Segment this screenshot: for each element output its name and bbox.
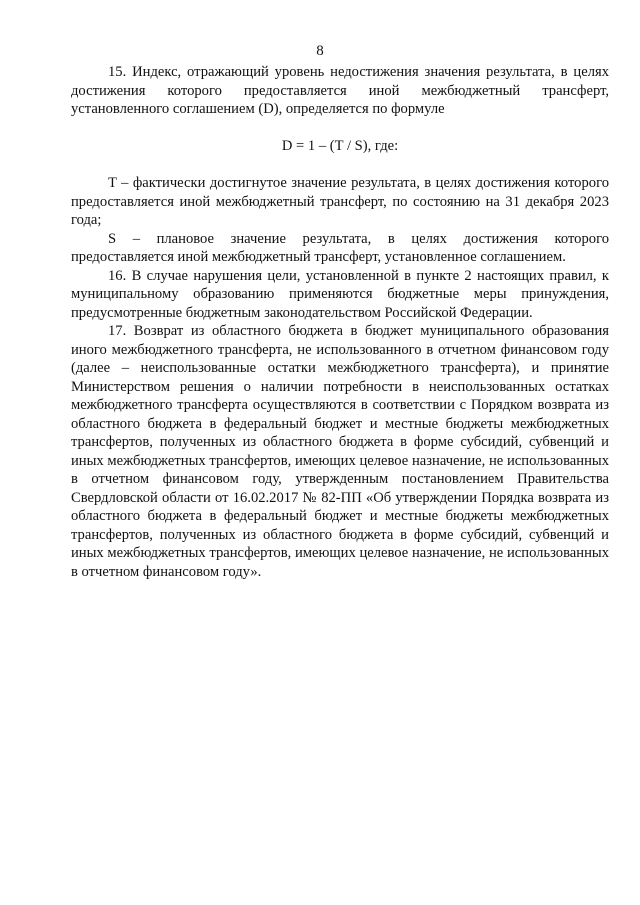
formula: D = 1 – (T / S), где: — [281, 137, 399, 154]
paragraph-17: 17. Возврат из областного бюджета в бюджет муниципального образования иного межбюджетного трансферта, не использованного в отчетном финансовом году (далее – неиспользованные остатки межбюджетного трансферта), и принятие Министерством решения о наличии потребности в неиспользованных остатках межбюджетного трансферта осуществляются в соответствии с Порядком возврата из областного бюджета в федеральный бюджет и местные бюджеты межбюджетных трансфертов, полученных из областного бюджета в форме субсидий, субвенций и иных межбюджетных трансфертов, имеющих целевое назначение, не использованных в отчетном финансовом году, утвержденным постановлением Правительства Свердловской области от 16.02.2017 № 82-ПП «Об утверждении Порядка возврата из областного бюджета в федеральный бюджет и местные бюджеты межбюджетных трансфертов, полученных из областного бюджета в форме субсидий, субвенций и иных межбюджетных трансфертов, имеющих целевое назначение, не использованных в отчетном финансовом году». — [71, 323, 609, 580]
paragraph-15: 15. Индекс, отражающий уровень недостижения значения результата, в целях достижения которого предоставляется иной межбюджетный трансферт, установленного соглашением (D), определяется по формуле — [71, 64, 609, 117]
definition-s: S – плановое значение результата, в целях достижения которого предоставляется иной межбюджетный трансферт, установленное соглашением. — [71, 230, 609, 265]
definition-t: T – фактически достигнутое значение результата, в целях достижения которого предоставляется иной межбюджетный трансферт, по состоянию на 31 декабря 2023 года; — [71, 175, 609, 228]
paragraph-16: 16. В случае нарушения цели, установленной в пункте 2 настоящих правил, к муниципальному образованию применяются бюджетные меры принуждения, предусмотренные бюджетным законодательством Российской Федерации. — [71, 267, 609, 321]
page-number: 8 — [316, 43, 324, 59]
document-body — [71, 63, 609, 581]
